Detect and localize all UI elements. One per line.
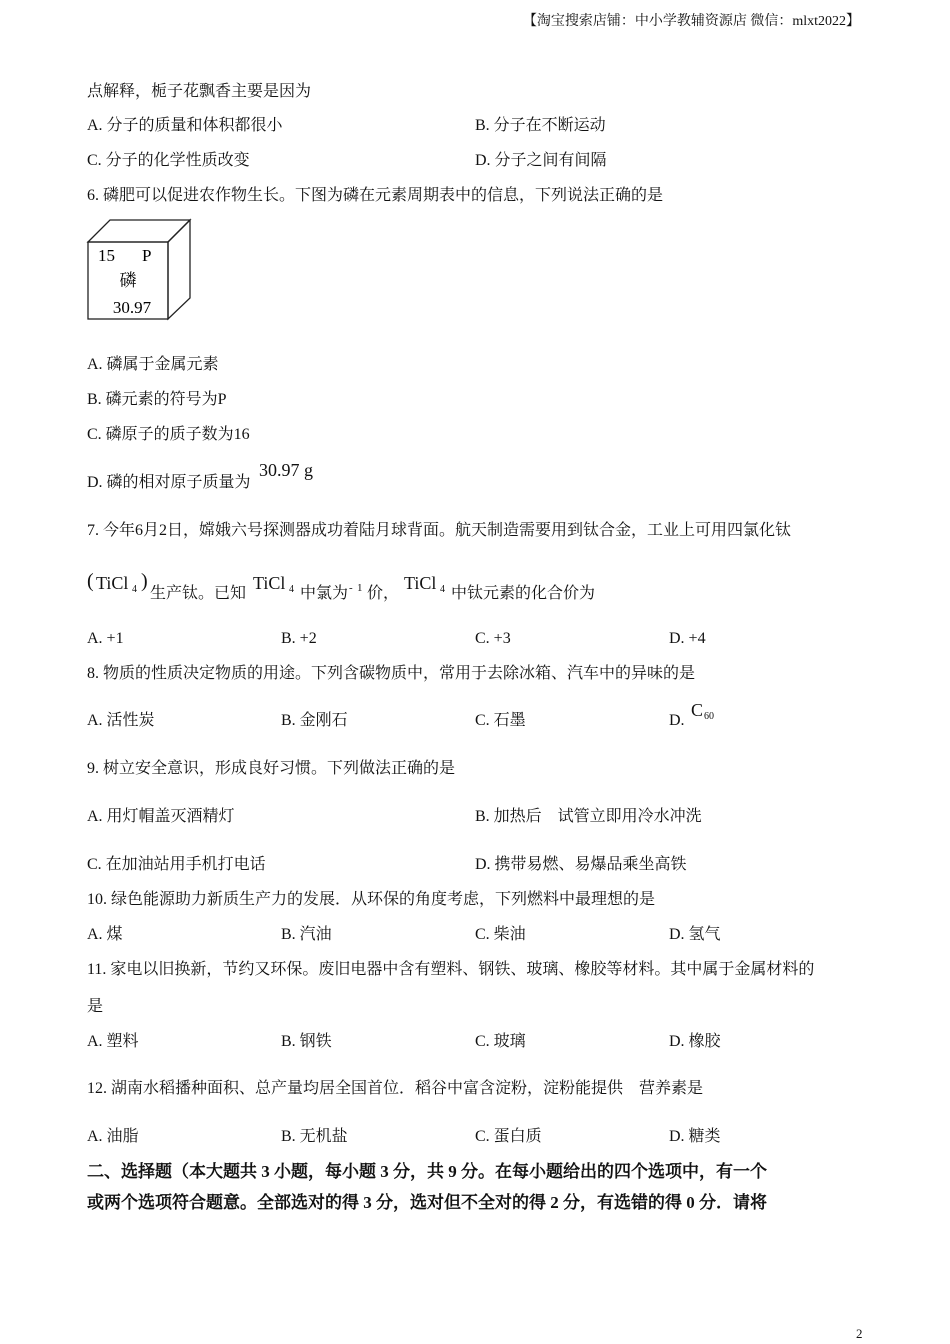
- q7-option-b: B. +2: [281, 630, 317, 647]
- q11-option-b: B. 钢铁: [281, 1033, 332, 1050]
- q8-option-c: C. 石墨: [475, 712, 526, 729]
- q9-option-a: A. 用灯帽盖灭酒精灯: [87, 808, 235, 825]
- q8-stem: 8. 物质的性质决定物质的用途。下列含碳物质中，常用于去除冰箱、汽车中的异味的是: [87, 665, 696, 682]
- q12-option-a: A. 油脂: [87, 1128, 139, 1145]
- section2-heading-line1: 二、选择题（本大题共 3 小题，每小题 3 分，共 9 分。在每小题给出的四个选项中，有一个: [87, 1162, 767, 1181]
- atomic-mass: 30.97: [112, 298, 152, 317]
- section2-heading-line2: 或两个选项符合题意。全部选对的得 3 分，选对但不全对的得 2 分，有选错的得 0 分．请将: [87, 1193, 767, 1212]
- q8-option-b: B. 金刚石: [281, 712, 348, 729]
- q11-option-d: D. 橡胶: [669, 1033, 721, 1050]
- element-symbol: P: [142, 246, 152, 265]
- q6-stem: 6. 磷肥可以促进农作物生长。下图为磷在元素周期表中的信息，下列说法正确的是: [87, 187, 664, 204]
- q11-stem-continuation: 是: [87, 998, 104, 1015]
- q8-c60-subscript: 60: [704, 711, 714, 722]
- q10-option-c: C. 柴油: [475, 926, 526, 943]
- element-name: 磷: [119, 271, 137, 290]
- q5-option-a: A. 分子的质量和体积都很小: [87, 117, 283, 134]
- q10-stem: 10. 绿色能源助力新质生产力的发展．从环保的角度考虑，下列燃料中最理想的是: [87, 891, 656, 908]
- q10-option-d: D. 氢气: [669, 926, 721, 943]
- q9-option-b: B. 加热后 试管立即用冷水冲洗: [475, 808, 702, 825]
- q8-option-a: A. 活性炭: [87, 712, 155, 729]
- q5-option-d: D. 分子之间有间隔: [475, 152, 607, 169]
- q5-option-b: B. 分子在不断运动: [475, 117, 606, 134]
- q9-option-d: D. 携带易燃、易爆品乘坐高铁: [475, 856, 687, 873]
- page-header: 【淘宝搜索店铺：中小学教辅资源店 微信：mlxt2022】: [522, 14, 860, 29]
- q7-option-d: D. +4: [669, 630, 706, 647]
- q12-option-c: C. 蛋白质: [475, 1128, 542, 1145]
- page-number: 2: [856, 1326, 863, 1341]
- q9-stem: 9. 树立安全意识，形成良好习惯。下列做法正确的是: [87, 760, 456, 777]
- q6-option-a: A. 磷属于金属元素: [87, 356, 219, 373]
- phosphorus-element-cell: [86, 218, 194, 322]
- q10-option-b: B. 汽油: [281, 926, 332, 943]
- q11-option-a: A. 塑料: [87, 1033, 139, 1050]
- q12-option-d: D. 糖类: [669, 1128, 721, 1145]
- q6-option-d: D. 磷的相对原子质量为: [87, 474, 251, 491]
- q6-option-c: C. 磷原子的质子数为16: [87, 426, 250, 443]
- q5-stem-continuation: 点解释，栀子花飘香主要是因为: [87, 83, 312, 100]
- q11-option-c: C. 玻璃: [475, 1033, 526, 1050]
- q9-option-c: C. 在加油站用手机打电话: [87, 856, 266, 873]
- q6-option-d-formula: 30.97 g: [259, 460, 313, 480]
- q11-stem: 11. 家电以旧换新，节约又环保。废旧电器中含有塑料、钢铁、玻璃、橡胶等材料。其中属于金属材料的: [87, 961, 815, 978]
- q8-option-d: D.: [669, 712, 685, 729]
- atomic-number: 15: [98, 246, 115, 265]
- q8-c60-formula: C: [691, 700, 704, 720]
- q5-option-c: C. 分子的化学性质改变: [87, 152, 250, 169]
- q10-option-a: A. 煤: [87, 926, 123, 943]
- q6-option-b: B. 磷元素的符号为P: [87, 391, 227, 408]
- q7-stem: 7. 今年6月2日，嫦娥六号探测器成功着陆月球背面。航天制造需要用到钛合金，工业上可用四氯化钛: [87, 522, 792, 539]
- q7-option-c: C. +3: [475, 630, 511, 647]
- q7-option-a: A. +1: [87, 630, 124, 647]
- q12-stem: 12. 湖南水稻播种面积、总产量均居全国首位．稻谷中富含淀粉，淀粉能提供 营养素是: [87, 1080, 704, 1097]
- q12-option-b: B. 无机盐: [281, 1128, 348, 1145]
